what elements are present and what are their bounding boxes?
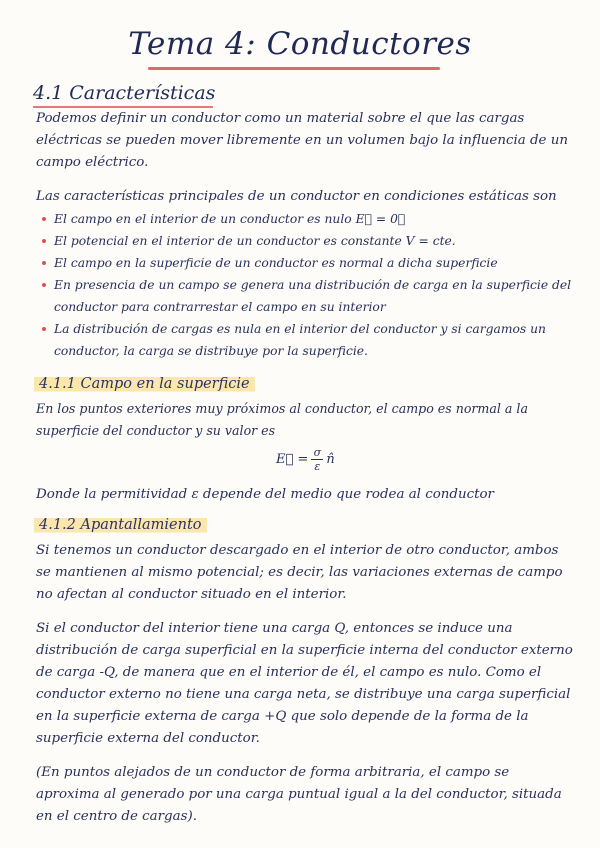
- field-formula: [276, 447, 335, 472]
- subsection-1-text: En los puntos exteriores muy próximos al conductor, el campo es normal a la superficie del conductor y su valor es: [36, 401, 528, 438]
- page-title: Tema 4: Conductores: [128, 26, 472, 62]
- characteristics-lead: Las características principales de un conductor en condiciones estáticas son: [36, 189, 557, 204]
- section-heading: 4.1 Características: [33, 82, 216, 104]
- bullet-dot: [42, 327, 46, 331]
- formula-fraction: [311, 447, 323, 472]
- title-underline: [148, 67, 440, 70]
- list-item: El campo en la superficie de un conductor es normal a dicha superficie: [40, 252, 580, 274]
- list-item: La distribución de cargas es nula en el interior del conductor y si cargamos un conductor, la carga se distribuye por la superficie.: [40, 318, 580, 362]
- bullet-dot: [42, 239, 46, 243]
- shielding-paragraph-1: Si tenemos un conductor descargado en el interior de otro conductor, ambos se mantienen al mismo potencial; es decir, las variaciones externas de campo no afectan al conductor situado en el interior.: [36, 543, 563, 602]
- bullet-dot: [42, 217, 46, 221]
- list-item: El potencial en el interior de un conductor es constante V = cte.: [40, 230, 580, 252]
- permittivity-note: Donde la permitividad ε depende del medio que rodea al conductor: [36, 487, 494, 502]
- formula-denominator: ε: [314, 460, 321, 473]
- list-item: El campo en el interior de un conductor es nulo E⃗ = 0⃗: [40, 208, 580, 230]
- subsection-heading-2: 4.1.2 Apantallamiento: [34, 516, 207, 534]
- bullet-dot: [42, 283, 46, 287]
- shielding-paragraph-3: (En puntos alejados de un conductor de forma arbitraria, el campo se aproxima al generado por una carga puntual igual a la del conductor, situada en el centro de cargas).: [36, 765, 562, 824]
- formula-numerator: σ: [313, 446, 322, 459]
- shielding-paragraph-2: Si el conductor del interior tiene una carga Q, entonces se induce una distribución de carga superficial en la superficie interna del conductor externo de carga -Q, de manera que en el interior de él, el campo es nulo. Como el conductor externo no tiene una carga neta, se distribuye una carga superficial en la superficie externa de carga +Q que solo depende de la forma de la superficie externa del conductor.: [36, 621, 573, 746]
- formula-rhs: n̂: [326, 452, 335, 467]
- characteristics-list: [40, 208, 580, 362]
- bullet-dot: [42, 261, 46, 265]
- formula-lhs: E⃗ =: [276, 452, 309, 467]
- list-item: En presencia de un campo se genera una distribución de carga en la superficie del conductor para contrarrestar el campo en su interior: [40, 274, 580, 318]
- intro-paragraph: Podemos definir un conductor como un material sobre el que las cargas eléctricas se pueden mover libremente en un volumen bajo la influencia de un campo eléctrico.: [36, 111, 568, 170]
- subsection-heading-1: 4.1.1 Campo en la superficie: [34, 375, 255, 393]
